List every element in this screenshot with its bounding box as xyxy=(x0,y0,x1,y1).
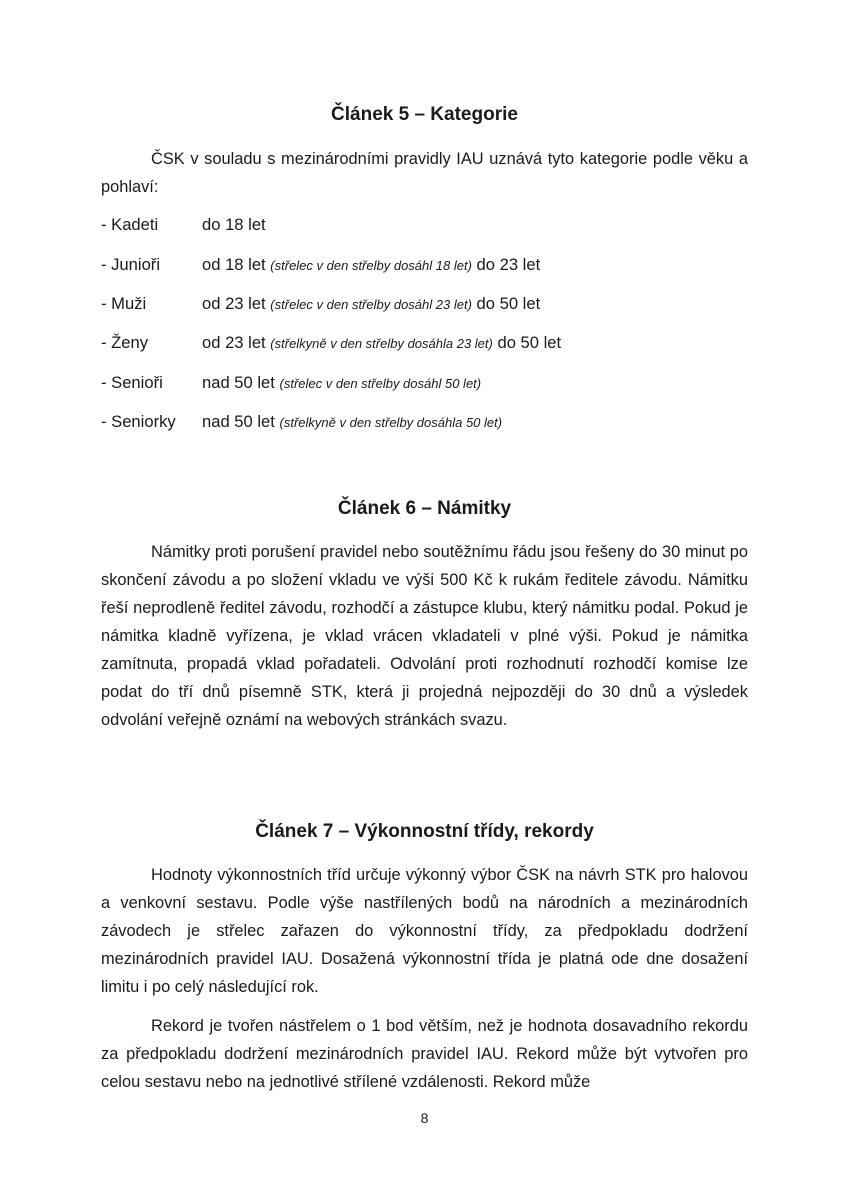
category-range: od 23 let (střelec v den střelby dosáhl 23 let) do 50 let xyxy=(202,294,541,313)
article-5-heading: Článek 5 – Kategorie xyxy=(331,104,518,125)
category-range: od 23 let (střelkyně v den střelby dosáhla 23 let) do 50 let xyxy=(202,333,562,352)
article-5-intro: ČSK v souladu s mezinárodními pravidly IAU uznává tyto kategorie podle věku a pohlaví: xyxy=(101,150,748,196)
category-row xyxy=(101,211,748,239)
category-note: (střelec v den střelby dosáhl 18 let) xyxy=(270,258,472,273)
category-note: (střelec v den střelby dosáhl 50 let) xyxy=(279,376,482,391)
category-name: - Junioři xyxy=(101,255,161,274)
article-7-text-2: Rekord je tvořen nástřelem o 1 bod větším, než je hodnota dosavadního rekordu za předpokladu dodržení mezinárodních pravidel IAU. Rekord může být vytvořen pro celou sestavu nebo na jednotlivé střílené vzdálenosti. Rekord může xyxy=(101,1017,748,1091)
category-note: (střelkyně v den střelby dosáhla 23 let) xyxy=(270,336,493,351)
category-range: nad 50 let (střelec v den střelby dosáhl 50 let) xyxy=(202,373,482,392)
category-name: - Kadeti xyxy=(101,215,159,234)
category-name: - Muži xyxy=(101,294,147,313)
category-note: (střelec v den střelby dosáhl 23 let) xyxy=(270,297,472,312)
category-row xyxy=(101,369,748,397)
category-row xyxy=(101,290,748,318)
article-6-heading: Článek 6 – Námitky xyxy=(337,498,512,519)
category-name: - Senioři xyxy=(101,373,163,392)
article-6-text: Námitky proti porušení pravidel nebo soutěžnímu řádu jsou řešeny do 30 minut po skončení závodu a po složení vkladu ve výši 500 Kč k rukám ředitele závodu. Námitku řeší neprodleně ředitel závodu, rozhodčí a zástupce klubu, který námitku podal. Pokud je námitka kladně vyřízena, je vklad vrácen vkladateli v plné výši. Pokud je námitka zamítnuta, propadá vklad pořadateli. Odvolání proti rozhodnutí rozhodčí komise lze podat do tří dnů písemně STK, která ji projedná nejpozději do 30 dnů a výsledek odvolání veřejně oznámí na webových stránkách svazu. xyxy=(101,543,748,729)
category-name: - Seniorky xyxy=(101,412,176,431)
category-row xyxy=(101,408,748,436)
category-note: (střelkyně v den střelby dosáhla 50 let) xyxy=(279,415,503,430)
category-range: do 18 let xyxy=(202,215,266,234)
article-7-text-1: Hodnoty výkonnostních tříd určuje výkonný výbor ČSK na návrh STK pro halovou a venkovní sestavu. Podle výše nastřílených bodů na národních a mezinárodních závodech je střelec zařazen do výkonnostní třídy, za předpokladu dodržení mezinárodních pravidel IAU. Dosažená výkonnostní třída je platná ode dne dosažení limitu i po celý následující rok. xyxy=(101,866,748,996)
category-range: nad 50 let (střelkyně v den střelby dosáhla 50 let) xyxy=(202,412,503,431)
category-row xyxy=(101,329,748,357)
page-number: 8 xyxy=(420,1110,429,1126)
document-page xyxy=(101,0,748,1200)
category-range: od 18 let (střelec v den střelby dosáhl 18 let) do 23 let xyxy=(202,255,541,274)
article-7-heading: Článek 7 – Výkonnostní třídy, rekordy xyxy=(255,821,594,842)
category-name: - Ženy xyxy=(101,333,149,352)
category-row xyxy=(101,251,748,279)
